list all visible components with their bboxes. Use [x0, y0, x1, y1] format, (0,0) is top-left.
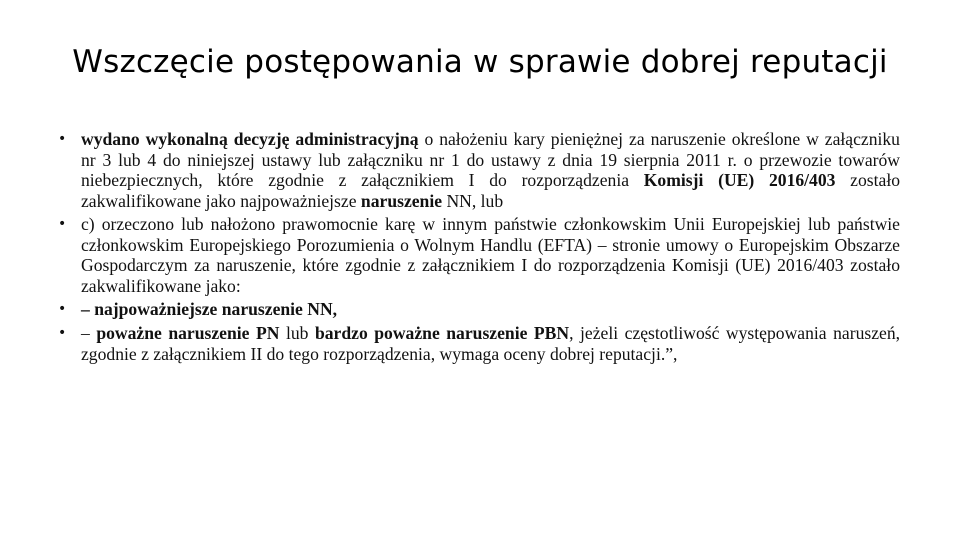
bold-text: naruszenie [360, 190, 443, 211]
bullet-dot-icon: • [58, 301, 67, 318]
bullet-list [56, 129, 900, 367]
body-text: lub [279, 323, 315, 344]
bold-text: wydano wykonalną decyzję administracyjną [81, 129, 419, 149]
bullet-item-4 [56, 323, 900, 364]
bullet-item-3 [56, 299, 900, 320]
slide-title: Wszczęcie postępowania w sprawie dobrej reputacji [72, 44, 888, 80]
bold-text: bardzo poważne naruszenie PBN [314, 323, 570, 344]
bold-text: poważne naruszenie PN [96, 323, 280, 344]
bold-text: Komisji (UE) 2016/403 [643, 170, 836, 190]
body-text: , jeżeli częstotliwość występowania naruszeń, zgodnie z załącznikiem II do tego rozporządzenia, wymaga oceny dobrej reputacji.”, [81, 323, 901, 364]
body-text: NN, lub [442, 190, 504, 211]
body-text: – [81, 323, 97, 344]
bullet-item-1 [56, 129, 900, 211]
bullet-dot-icon: • [58, 325, 67, 342]
bold-text: – najpoważniejsze naruszenie NN, [81, 299, 338, 320]
bullet-dot-icon: • [58, 131, 67, 147]
body-text: c) orzeczono lub nałożono prawomocnie karę w innym państwie członkowskim Unii Europejskiej lub państwie członkowskim Europejskiego Porozumienia o Wolnym Handlu (EFTA) – stronie umowy o Europejskim Obszarze Gospodarczym za naruszenie, które zgodnie z załącznikiem I do rozporządzenia Komisji (UE) 2016/403 zostało zakwalifikowane jako: [81, 214, 900, 296]
body-text: zostało zakwalifikowane jako najpoważniejsze [81, 170, 901, 211]
bullet-dot-icon: • [58, 216, 67, 233]
bullet-item-2 [56, 214, 900, 296]
body-text: o nałożeniu kary pieniężnej za naruszenie określone w załączniku nr 3 lub 4 do niniejszej ustawy lub załączniku nr 1 do ustawy z dnia 19 sierpnia 2011 r. o przewozie towarów niebezpiecznych, które zgodnie z załącznikiem I do rozporządzenia [81, 129, 900, 190]
